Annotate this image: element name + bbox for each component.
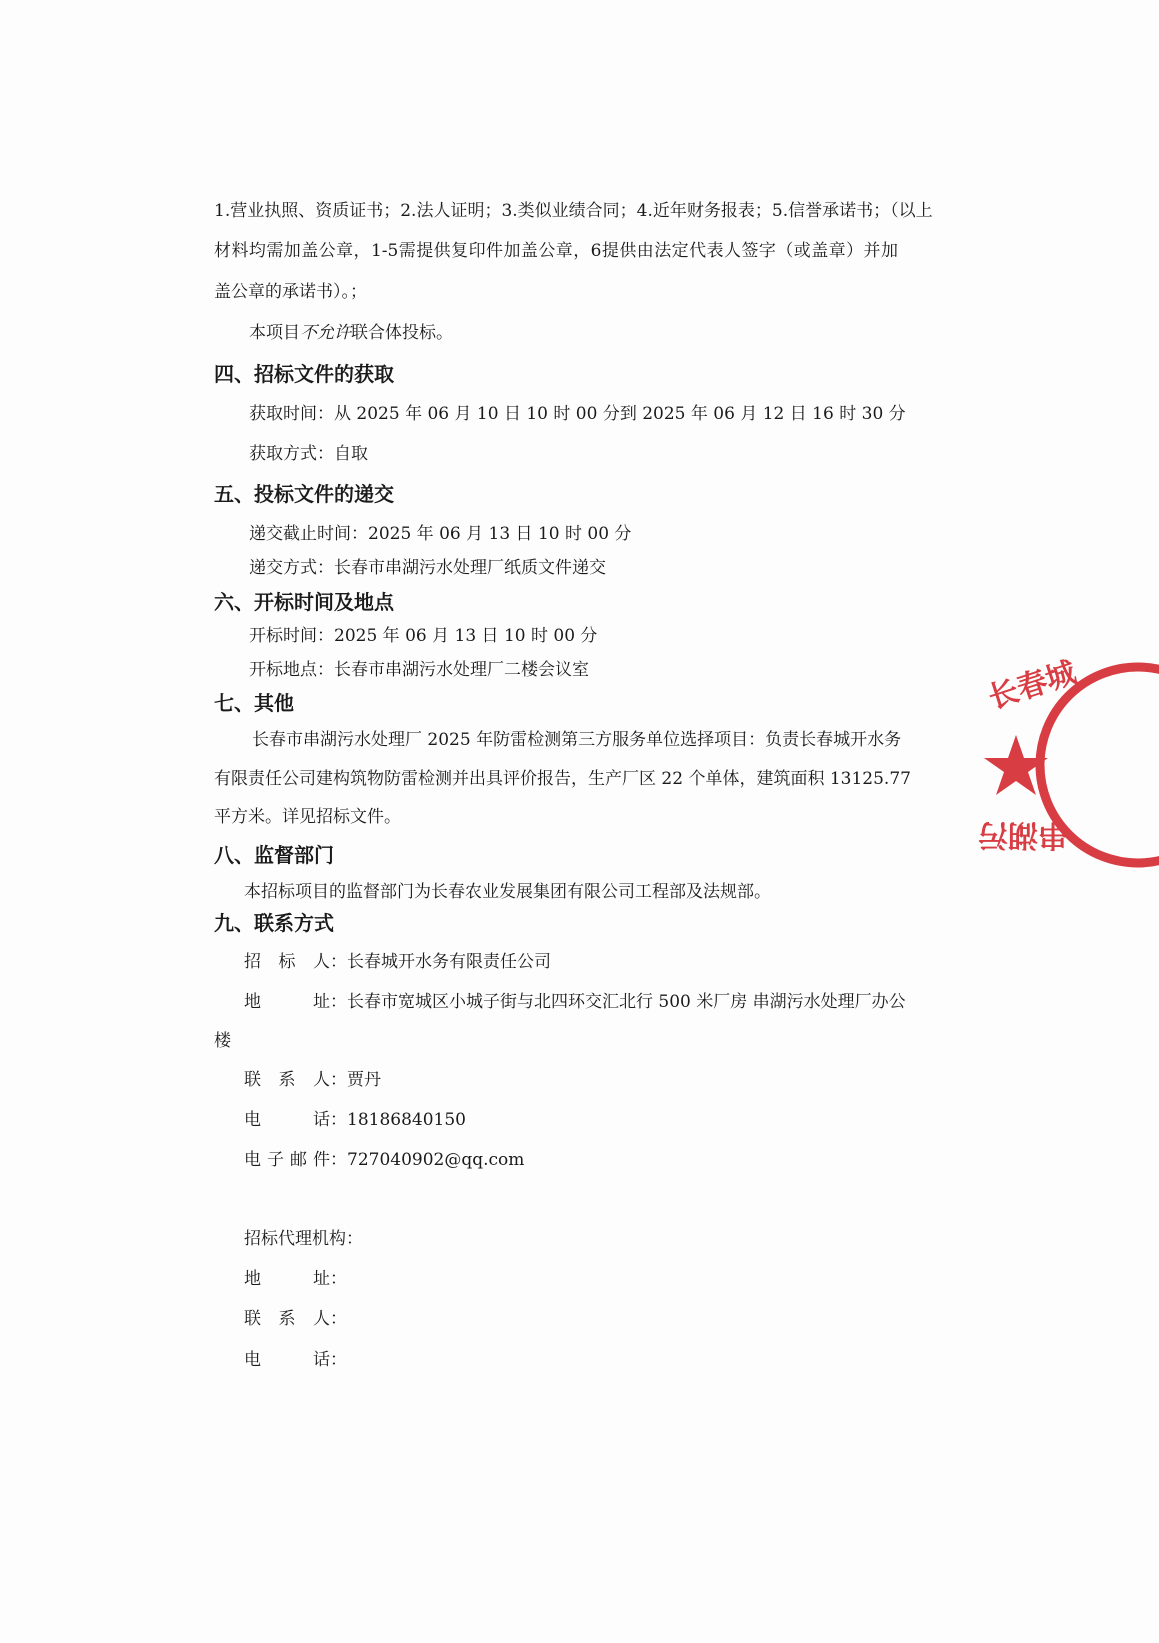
agency-title: 招标代理机构： xyxy=(244,1229,363,1249)
consortium-note xyxy=(249,322,453,344)
section-6-place: 开标地点：长春市串湖污水处理厂二楼会议室 xyxy=(249,660,589,680)
email-value: ：727040902@qq.com xyxy=(330,1150,525,1170)
consortium-emphasis: 不允许 xyxy=(300,323,351,343)
agency-contact-label: 联系人 xyxy=(244,1309,330,1329)
contact-email xyxy=(244,1149,524,1171)
contact-tenderer xyxy=(244,951,551,973)
section-4-heading: 四、招标文件的获取 xyxy=(214,362,394,386)
contact-phone xyxy=(244,1109,466,1131)
section-5-heading: 五、投标文件的递交 xyxy=(214,482,394,506)
agency-contact xyxy=(244,1308,347,1330)
agency-address-value: ： xyxy=(330,1269,347,1289)
section-6-heading: 六、开标时间及地点 xyxy=(214,590,394,614)
agency-address-label: 地址 xyxy=(244,1269,330,1289)
contact-person xyxy=(244,1069,381,1091)
section-7-line-3: 平方米。详见招标文件。 xyxy=(214,807,401,827)
requirements-line-1: 1.营业执照、资质证书；2.法人证明；3.类似业绩合同；4.近年财务报表；5.信誉承诺书；（以上 xyxy=(214,201,933,221)
tenderer-label: 招标人 xyxy=(244,952,330,972)
agency-contact-value: ： xyxy=(330,1309,347,1329)
section-5-deadline: 递交截止时间：2025 年 06 月 13 日 10 时 00 分 xyxy=(249,524,632,544)
address-value: ：长春市宽城区小城子街与北四环交汇北行 500 米厂房 串湖污水处理厂办公 xyxy=(330,992,906,1012)
section-4-time: 获取时间：从 2025 年 06 月 10 日 10 时 00 分到 2025 年 06 月 12 日 16 时 30 分 xyxy=(249,404,906,424)
contact-value: ：贾丹 xyxy=(330,1070,381,1090)
section-7-line-2: 有限责任公司建构筑物防雷检测并出具评价报告，生产厂区 22 个单体，建筑面积 13125.77 xyxy=(214,769,911,789)
email-label: 电子邮件 xyxy=(244,1150,330,1170)
agency-address xyxy=(244,1268,347,1290)
section-8-heading: 八、监督部门 xyxy=(214,843,334,867)
contact-label: 联系人 xyxy=(244,1070,330,1090)
section-7-line-1: 长春市串湖污水处理厂 2025 年防雷检测第三方服务单位选择项目：负责长春城开水务 xyxy=(252,730,902,750)
section-4-method: 获取方式：自取 xyxy=(249,444,368,464)
address-label: 地址 xyxy=(244,992,330,1012)
agency-phone xyxy=(244,1349,347,1371)
address-continuation: 楼 xyxy=(214,1031,231,1051)
section-7-heading: 七、其他 xyxy=(214,691,294,715)
phone-label: 电话 xyxy=(244,1110,330,1130)
consortium-suffix: 联合体投标。 xyxy=(351,323,453,343)
requirements-line-2: 材料均需加盖公章，1-5需提供复印件加盖公章，6提供由法定代表人签字（或盖章）并加 xyxy=(214,241,898,261)
agency-phone-value: ： xyxy=(330,1350,347,1370)
section-9-heading: 九、联系方式 xyxy=(214,911,334,935)
consortium-prefix: 本项目 xyxy=(249,323,300,343)
agency-phone-label: 电话 xyxy=(244,1350,330,1370)
contact-address xyxy=(244,991,906,1013)
section-5-method: 递交方式：长春市串湖污水处理厂纸质文件递交 xyxy=(249,558,606,578)
phone-value: ：18186840150 xyxy=(330,1110,466,1130)
section-8-text: 本招标项目的监督部门为长春农业发展集团有限公司工程部及法规部。 xyxy=(244,882,771,902)
seal-text-top: 长春城 xyxy=(984,655,1081,717)
section-6-time: 开标时间：2025 年 06 月 13 日 10 时 00 分 xyxy=(249,626,598,646)
tenderer-value: ：长春城开水务有限责任公司 xyxy=(330,952,551,972)
official-seal-stamp xyxy=(978,655,1159,905)
seal-text-bottom: 串湖污 xyxy=(978,817,1068,852)
requirements-line-3: 盖公章的承诺书）。； xyxy=(214,282,367,302)
